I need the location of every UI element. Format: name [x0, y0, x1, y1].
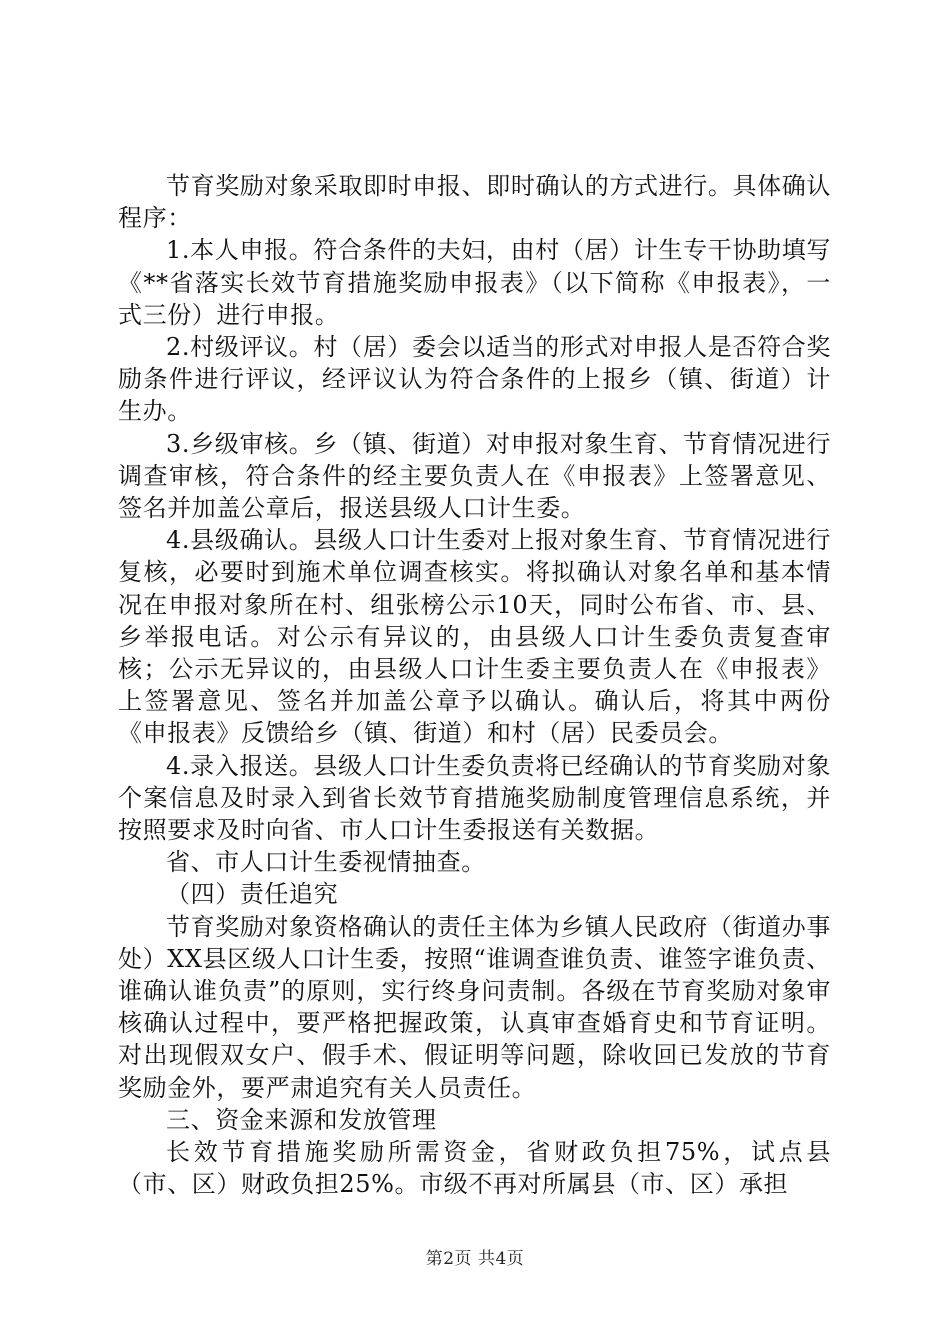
page-number-footer: 第2页 共4页 [425, 1249, 525, 1269]
document-body [118, 170, 831, 1201]
paragraph-step-village-review: 2.村级评议。村（居）委会以适当的形式对申报人是否符合奖励条件进行评议，经评议认为符合条件的上报乡（镇、街道）计生办。 [118, 333, 831, 426]
paragraph-step-county-confirm: 4.县级确认。县级人口计生委对上报对象生育、节育情况进行复核，必要时到施术单位调查核实。将拟确认对象名单和基本情况在申报对象所在村、组张榜公示10天，同时公布省、市、县、乡举报电话。对公示有异议的，由县级人口计生委负责复查审核；公示无异议的，由县级人口计生委主要负责人在《申报表》上签署意见、签名并加盖公章予以确认。确认后，将其中两份《申报表》反馈给乡（镇、街道）和村（居）民委员会。 [118, 526, 831, 748]
paragraph-step-self-report: 1.本人申报。符合条件的夫妇，由村（居）计生专干协助填写《**省落实长效节育措施奖励申报表》（以下简称《申报表》，一式三份）进行申报。 [118, 236, 831, 329]
section-heading-accountability: （四）责任追究 [166, 880, 339, 909]
paragraph-accountability: 节育奖励对象资格确认的责任主体为乡镇人民政府（街道办事处）XX县区级人口计生委，按照“谁调查谁负责、谁签字谁负责、谁确认谁负责”的原则，实行终身问责制。各级在节育奖励对象审核确认过程中，要严格把握政策，认真审查婚育史和节育证明。对出现假双女户、假手术、假证明等问题，除收回已发放的节育奖励金外，要严肃追究有关人员责任。 [118, 912, 831, 1102]
section-heading-funding: 三、资金来源和发放管理 [166, 1105, 437, 1134]
paragraph-intro: 节育奖励对象采取即时申报、即时确认的方式进行。具体确认程序： [118, 172, 831, 233]
paragraph-spot-check: 省、市人口计生委视情抽查。 [166, 848, 486, 877]
paragraph-funding: 长效节育措施奖励所需资金，省财政负担75%，试点县（市、区）财政负担25%。市级不再对所属县（市、区）承担 [118, 1138, 831, 1199]
paragraph-step-township-audit: 3.乡级审核。乡（镇、街道）对申报对象生育、节育情况进行调查审核，符合条件的经主要负责人在《申报表》上签署意见、签名并加盖公章后，报送县级人口计生委。 [118, 429, 831, 523]
paragraph-step-data-entry: 4.录入报送。县级人口计生委负责将已经确认的节育奖励对象个案信息及时录入到省长效节育措施奖励制度管理信息系统，并按照要求及时向省、市人口计生委报送有关数据。 [118, 751, 831, 845]
